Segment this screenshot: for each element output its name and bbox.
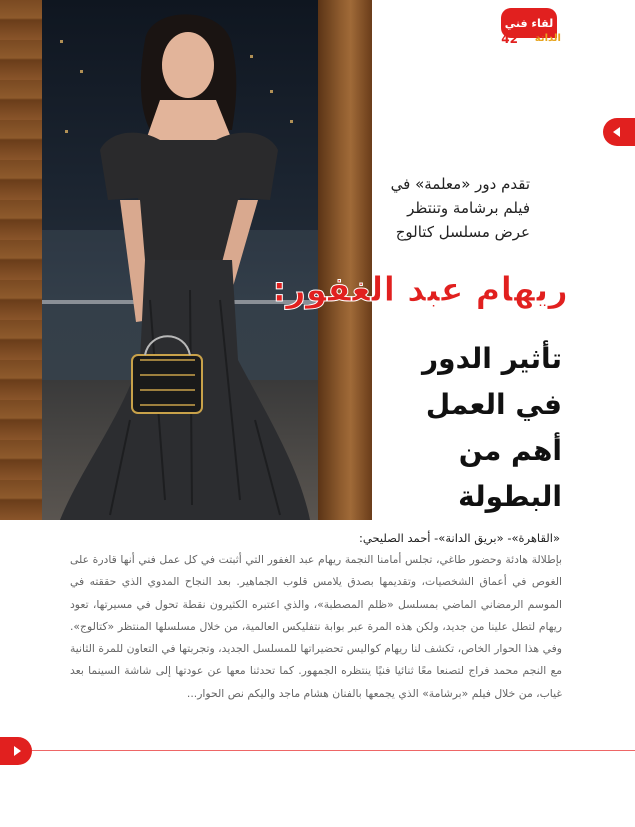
magazine-name: الدانة	[534, 33, 561, 44]
red-arrow-marker-icon	[0, 737, 32, 765]
woman-in-black-dress	[0, 0, 372, 520]
magazine-logo	[535, 33, 561, 44]
red-arrow-marker-icon	[603, 118, 635, 146]
wooden-frame-left	[0, 0, 42, 520]
section-label: لقاء فني	[504, 16, 554, 30]
cover-photo	[0, 0, 372, 520]
article-subtitle: تقدم دور «معلمة» في فيلم برشامة وتنتظر عرض مسلسل كتالوج	[390, 175, 530, 241]
article-headline: تأثير الدور في العمل أهم من البطولة	[422, 342, 562, 513]
article-body: بإطلالة هادئة وحضور طاغي، تجلس أمامنا النجمة ريهام عبد الغفور التي أثبتت في كل عمل فني أنها قادرة على الغوص في أعماق الشخصيات، وتقديمها بصدق يلامس قلوب الجماهير. بعد النجاح المدوي الذي حققته في الموسم الرمضاني الماضي بمسلسل «ظلم المصطبة»، والذي اعتبره الكثيرون نقطة تحول في مسيرتها، تعود ريهام لتطل علينا من جديد، ولكن هذه المرة عبر بوابة نتفليكس العالمية، من خلال مسلسلها المنتظر «كتالوج». وفي هذا الحوار الخاص، تكشف لنا ريهام كواليس تحضيراتها للمسلسل الجديد، وتجربتها في التعاون للمرة الثانية مع النجم محمد فراج لتصنعا معًا ثنائيا فنيًا ينتظره الجمهور. كما تحدثنا معها عن عودتها إلى شاشة السينما بعد غياب، من خلال فيلم «برشامة» الذي يجمعها بالفنان هشام ماجد واليكم نص الحوار...	[70, 553, 562, 700]
article-name-heading: ريهام عبد الغفور:	[272, 270, 568, 310]
wooden-frame-right	[318, 0, 372, 520]
page-number: 42	[501, 32, 518, 46]
article-byline: «القاهرة»- «بريق الدانة»- أحمد الصليحي:	[359, 531, 560, 545]
bottom-divider	[32, 750, 635, 751]
